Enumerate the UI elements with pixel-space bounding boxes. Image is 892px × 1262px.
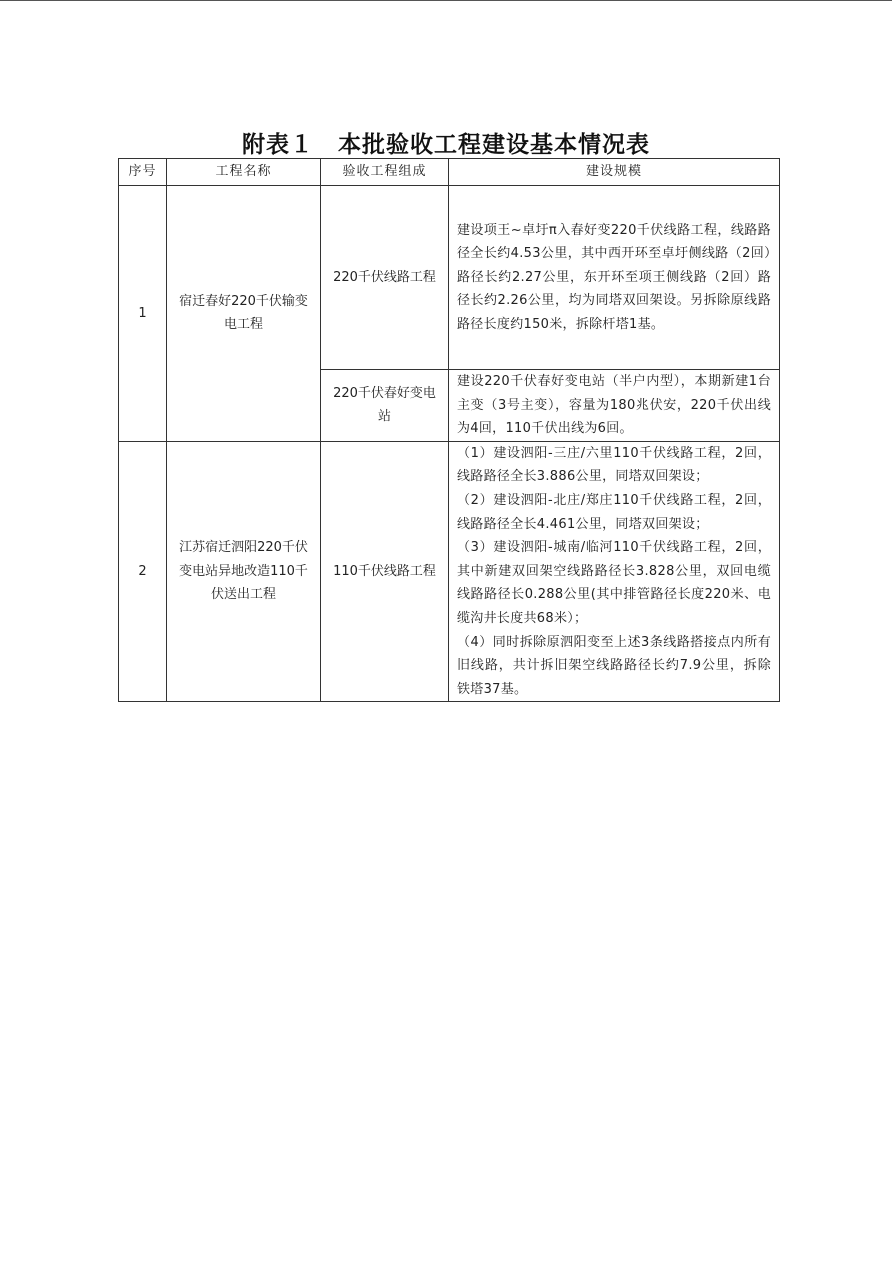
project-table [118, 158, 780, 702]
row-index: 1 [119, 186, 167, 442]
table-row [119, 441, 780, 702]
row-index: 2 [119, 441, 167, 702]
header-project-name: 工程名称 [167, 159, 321, 186]
header-components: 验收工程组成 [321, 159, 449, 186]
header-scale: 建设规模 [449, 159, 780, 186]
construction-scale: 建设220千伏春好变电站（半户内型），本期新建1台主变（3号主变），容量为180兆伏安，220千伏出线为4回，110千伏出线为6回。 [449, 370, 780, 442]
component-name: 220千伏线路工程 [321, 186, 449, 370]
construction-scale-list [449, 441, 780, 702]
page-top-border [0, 0, 892, 1]
component-name: 110千伏线路工程 [321, 441, 449, 702]
project-name: 宿迁春好220千伏输变电工程 [167, 186, 321, 442]
table-title: 附表１ 本批验收工程建设基本情况表 [242, 132, 650, 158]
header-index: 序号 [119, 159, 167, 186]
table-row [119, 186, 780, 370]
scale-item: （2）建设泗阳-北庄/郑庄110千伏线路工程，2回，线路路径全长4.461公里，同塔双回架设； [457, 492, 771, 532]
scale-item: （3）建设泗阳-城南/临河110千伏线路工程，2回，其中新建双回架空线路路径长3.828公里，双回电缆线路路径长0.288公里(其中排管路径长度220米、电缆沟井长度共68米）； [457, 540, 771, 626]
scale-item: （1）建设泗阳-三庄/六里110千伏线路工程，2回，线路路径全长3.886公里，同塔双回架设； [457, 445, 771, 485]
scale-item: （4）同时拆除原泗阳变至上述3条线路搭接点内所有旧线路，共计拆旧架空线路路径长约7.9公里，拆除铁塔37基。 [457, 634, 771, 697]
construction-scale: 建设项王~卓圩π入春好变220千伏线路工程，线路路径全长约4.53公里，其中西开环至卓圩侧线路（2回）路径长约2.27公里，东开环至项王侧线路（2回）路径长约2.26公里，均为同塔双回架设。另拆除原线路路径长度约150米，拆除杆塔1基。 [449, 186, 780, 370]
component-name: 220千伏春好变电站 [321, 370, 449, 442]
table-header-row [119, 159, 780, 186]
project-name: 江苏宿迁泗阳220千伏变电站异地改造110千伏送出工程 [167, 441, 321, 702]
